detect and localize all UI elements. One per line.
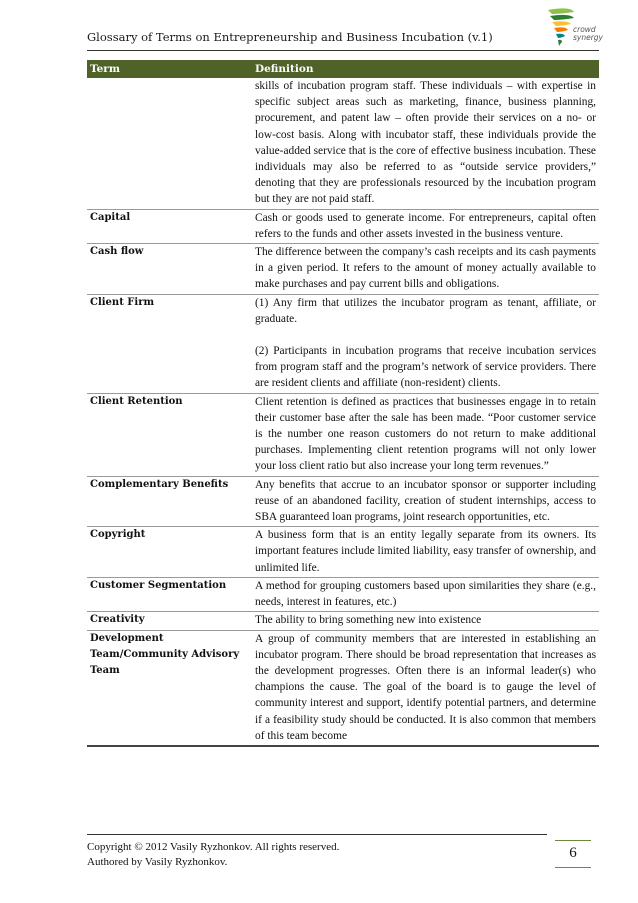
logo-text: crowd synergy [573,25,603,42]
page-number: 6 [555,840,591,868]
term-cell [87,78,252,209]
table-row [87,294,599,393]
definition-cell [252,294,599,393]
table-row [87,209,599,243]
definition-cell: Client retention is defined as practices that businesses engage in to retain their customer base after the sale has been made. “Poor customer service is the number one reason customers do not return to make additional purchases. Implementing client retention programs will not only lower your loss client ratio but also increase your long term revenues.” [252,393,599,476]
term-cell: Client Firm [87,294,252,393]
term-cell: Client Retention [87,393,252,476]
term-cell: Complementary Benefits [87,476,252,527]
definition-cell: Cash or goods used to generate income. For entrepreneurs, capital often refers to the funds and other assets invested in the business venture. [252,209,599,243]
term-cell: Copyright [87,527,252,578]
definition-paragraph-1: (1) Any firm that utilizes the incubator program as tenant, affiliate, or graduate. [255,296,596,325]
paragraph-gap [255,327,596,343]
definition-cell: The difference between the company’s cash receipts and its cash payments in a given period. It refers to the amount of money actually available to make purchases and pay current bills and obligations. [252,244,599,295]
table-row [87,577,599,611]
definition-cell: The ability to bring something new into existence [252,612,599,630]
definition-cell: Any benefits that accrue to an incubator sponsor or supporter including reuse of an abandoned facility, creation of student internships, access to SBA guaranteed loan programs, joint research opportunities, etc. [252,476,599,527]
footer-text [87,840,339,870]
table-row [87,476,599,527]
table-row [87,393,599,476]
document-header-title: Glossary of Terms on Entrepreneurship and Business Incubation (v.1) [87,30,493,44]
definition-cell: skills of incubation program staff. These individuals – with expertise in specific subject areas such as marketing, finance, business planning, procurement, and patent law – often provide their services on a no- or low-cost basis. Along with incubator staff, these individuals provide the value-added service that is the core of effective business incubation. These individuals may also be referred to as “outside service providers,” denoting that they are professionals resourced by the incubation program but they are not paid staff. [252,78,599,209]
glossary-table [87,60,599,747]
copyright-notice: Copyright © 2012 Vasily Ryzhonkov. All rights reserved. [87,841,340,853]
table-row [87,527,599,578]
column-header-term: Term [87,60,252,78]
header-divider [87,50,599,51]
term-cell: Cash flow [87,244,252,295]
table-row [87,612,599,630]
term-cell: Development Team/Community Advisory Team [87,630,252,746]
footer-divider [87,834,547,835]
definition-cell: A group of community members that are interested in establishing an incubator program. There should be broad representation that increases as the development progresses. Often there is an informal leader(s) who champions the cause. The goal of the board is to gauge the level of community interest and support, identify potential partners, and determine if a feasibility study should be conducted. It is also common that members of this team become [252,630,599,746]
term-cell: Capital [87,209,252,243]
definition-paragraph-2: (2) Participants in incubation programs that receive incubation services from program staff and the program’s network of service providers. There are resident clients and affiliate (non-resident) clients. [255,345,596,390]
term-cell: Customer Segmentation [87,577,252,611]
logo-swirl [548,8,574,14]
author-line: Authored by Vasily Ryzhonkov. [87,856,228,868]
table-row [87,244,599,295]
definition-cell: A method for grouping customers based upon similarities they share (e.g., needs, interest in features, etc.) [252,577,599,611]
column-header-definition: Definition [252,60,599,78]
definition-cell: A business form that is an entity legally separate from its owners. Its important features include limited liability, easy transfer of ownership, and unlimited life. [252,527,599,578]
term-cell: Creativity [87,612,252,630]
table-header-row [87,60,599,78]
table-row [87,630,599,746]
table-row [87,78,599,209]
